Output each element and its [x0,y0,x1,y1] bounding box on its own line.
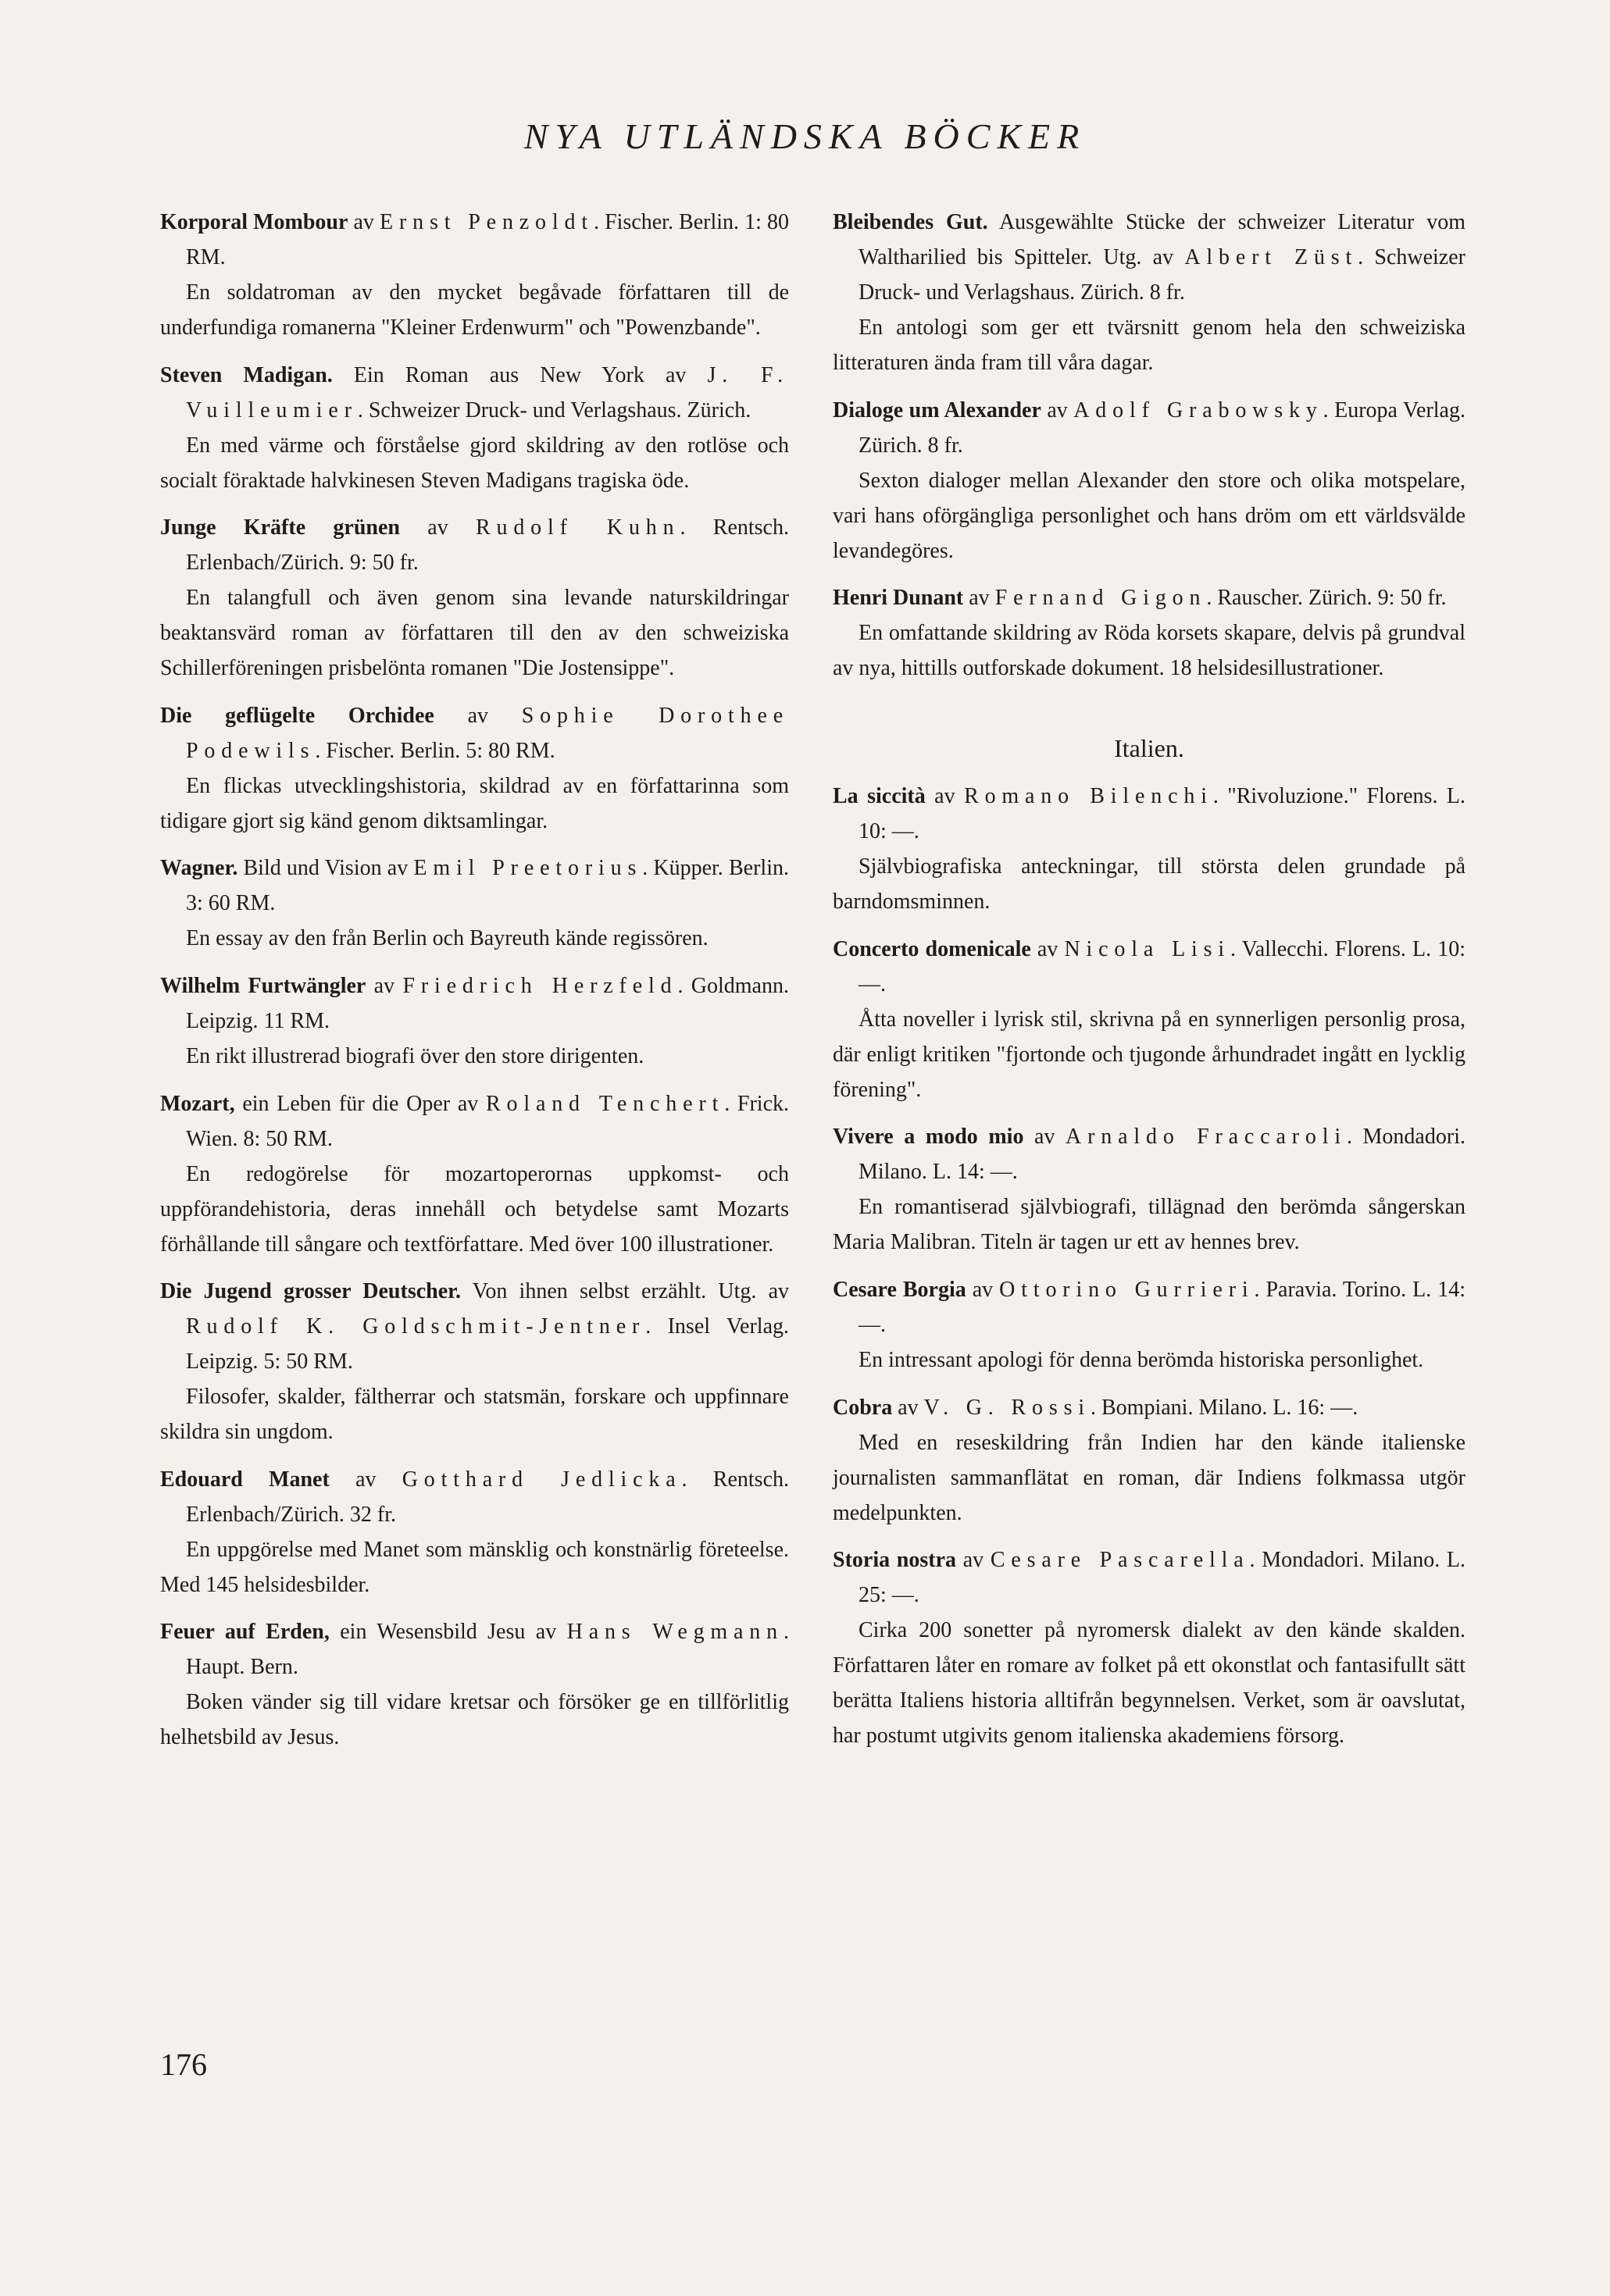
book-author: Roland Tenchert [485,1091,725,1116]
book-title: Dialoge um Alexander [833,398,1041,422]
book-description: Cirka 200 sonetter på nyromersk dialekt av den kände skalden. Författaren låter en romare av folket på ett okonstlat och fantasifullt sätt berätta Italiens historia alltifrån begynnelsen. Verket, som är oavslutat, har postumt utgivits genom italienska akademiens försorg. [833,1618,1465,1749]
book-title: Wilhelm Furtwängler [160,973,366,998]
left-column [160,205,789,1767]
book-description: En omfattande skildring av Röda korsets skapare, delvis på grundval av nya, hittills outforskade dokument. 18 helsidesillustrationer. [833,621,1465,681]
book-title: Feuer auf Erden, [160,1620,330,1645]
book-entry [833,205,1465,380]
book-author: Nicola Lisi [1064,936,1231,961]
book-author: Arnaldo Fraccaroli [1066,1125,1347,1150]
book-citation [160,358,789,428]
book-author: Adolf Grabowsky [1073,398,1323,422]
book-citation [833,205,1465,310]
book-title: Cesare Borgia [833,1277,966,1302]
book-description: En redogörelse för mozartoperornas uppkomst- och uppförandehistoria, deras innehåll och betydelse samt Mozarts förhållande till sångare och textförfattare. Med över 100 illustrationer. [160,1161,789,1257]
book-entry [833,779,1465,919]
publisher-info: . Haupt. Bern. [186,1620,789,1680]
book-author: Hans Wegmann [566,1620,784,1645]
publisher-info: . Europa Verlag. Zürich. 8 fr. [859,398,1465,458]
book-description: Sexton dialoger mellan Alexander den store och olika motspelare, vari hans oförgängliga personlighet och hans dröm om ett världsvälde levandegöres. [833,468,1465,563]
publisher-info: . Rentsch. Erlenbach/Zürich. 9: 50 fr. [186,515,789,576]
publisher-info: . Rauscher. Zürich. 9: 50 fr. [1206,586,1447,611]
book-citation [160,698,789,768]
publisher-info: . Mondadori. Milano. L. 25: —. [859,1548,1466,1608]
book-description: En med värme och förståelse gjord skildring av den rotlöse och socialt föraktade halvkinesen Steven Madigans tragiska öde. [160,433,789,493]
section-heading-italien: Italien. [1114,734,1184,763]
book-entry [833,1272,1465,1378]
citation-text: av [434,703,522,728]
book-author: Albert Züst [1184,245,1358,269]
publisher-info: . Küpper. Berlin. 3: 60 RM. [186,856,789,916]
citation-text: av [1030,936,1065,961]
book-description: En essay av den från Berlin och Bayreuth kände regissören. [186,926,709,951]
book-title: Concerto domenicale [833,936,1031,961]
book-title: Wagner. [160,856,238,881]
book-entry [160,1274,789,1449]
citation-text: av [348,210,380,234]
citation-text: Ausgewählte Stücke der schweizer Literatur vom Waltharilied bis Spitteler. Utg. av [859,210,1465,269]
book-description: Åtta noveller i lyrisk stil, skrivna på en synnerligen personlig prosa, där enligt kritiken "fjortonde och tjugonde århundradet ingått en lycklig förening". [833,1007,1465,1102]
book-title: Die geflügelte Orchidee [160,703,434,728]
book-citation [160,1614,789,1685]
book-author: Ottorino Gurrieri [999,1277,1255,1302]
publisher-info: . Fischer. Berlin. 1: 80 RM. [186,210,789,269]
publisher-info: . Rentsch. Erlenbach/Zürich. 32 fr. [186,1467,789,1527]
publisher-info: . Frick. Wien. 8: 50 RM. [186,1091,789,1151]
book-entry [833,580,1465,686]
book-author: Friedrich Herzfeld [402,973,678,998]
book-citation [833,580,1465,615]
book-description: En soldatroman av den mycket begåvade författaren till de underfundiga romanerna "Kleiner Erdenwurm" och "Powenzbande". [160,280,789,340]
book-citation [833,932,1465,1002]
book-title: Cobra [833,1395,893,1420]
page-number: 176 [160,2047,207,2082]
book-title: Bleibendes Gut. [833,210,988,234]
book-description: En talangfull och även genom sina levande naturskildringar beaktansvärd roman av författaren till den av den schweiziska Schillerföreningen prisbelönta romanen "Die Jostensippe". [160,586,789,681]
publisher-info: . Mondadori. Milano. L. 14: —. [859,1125,1465,1185]
book-description: En intressant apologi för denna berömda historiska personlighet. [859,1347,1424,1372]
book-title: Die Jugend grosser Deutscher. [160,1279,462,1304]
book-author: J. F. Vuilleumier [186,362,789,422]
book-author: Gotthard Jedlicka [402,1467,682,1492]
citation-text: av [399,515,476,540]
citation-text: av [956,1548,991,1573]
book-entry [160,698,789,839]
book-entry [833,393,1465,569]
book-entry [160,358,789,498]
book-citation [833,1119,1465,1189]
book-author: Fernand Gigon [994,586,1207,611]
book-entry [160,510,789,686]
book-title: Steven Madigan. [160,362,333,387]
citation-text: Von ihnen selbst erzählt. Utg. av [461,1279,789,1304]
citation-text: Bild und Vision av [237,856,414,881]
book-citation [833,779,1465,849]
book-author: Cesare Pascarella [990,1548,1250,1573]
book-title: Edouard Manet [160,1467,330,1492]
book-entry [160,968,789,1074]
publisher-info: . "Rivoluzione." Florens. L. 10: —. [859,784,1465,844]
publisher-info: . Insel Verlag. Leipzig. 5: 50 RM. [186,1314,789,1374]
book-title: Junge Kräfte grünen [160,515,400,540]
book-title: Vivere a modo mio [833,1125,1024,1150]
citation-text: av [966,1277,1000,1302]
book-description: Filosofer, skalder, fältherrar och statsmän, forskare och uppfinnare skildra sin ungdom. [160,1385,789,1445]
citation-text: av [1041,398,1074,422]
book-entry [833,1542,1465,1753]
citation-text: av [366,973,403,998]
book-description: Med en reseskildring från Indien har den kände italienske journalisten sammanflätat en roman, där Indiens folkmassa utgör medelpunkten. [833,1430,1465,1525]
book-description: Självbiografiska anteckningar, till största delen grundade på barndomsminnen. [833,854,1465,914]
publisher-info: . Fischer. Berlin. 5: 80 RM. [315,738,555,763]
book-description: En antologi som ger ett tvärsnitt genom hela den schweiziska litteraturen ända fram till våra dagar. [833,316,1465,375]
book-author: Rudolf K. Goldschmit-Jentner [186,1314,646,1339]
book-author: Ernst Penzoldt [380,210,594,234]
book-entry [160,850,789,956]
book-description: En romantiserad självbiografi, tillägnad den berömda sångerskan Maria Malibran. Titeln är tagen ur ett av hennes brev. [833,1195,1465,1255]
book-citation [833,393,1465,463]
right-entry-list-bottom [833,779,1465,1753]
left-entry-list [160,205,789,1755]
book-entry [160,1462,789,1603]
citation-text: av [1023,1125,1066,1150]
book-title: Mozart, [160,1091,235,1116]
book-citation [160,1086,789,1157]
book-description: En rikt illustrerad biografi över den store dirigenten. [186,1043,644,1068]
book-entry [160,205,789,345]
publisher-info: . Goldmann. Leipzig. 11 RM. [186,973,789,1033]
book-entry [833,1390,1465,1531]
citation-text: ein Wesensbild Jesu av [329,1620,567,1645]
book-citation [160,510,789,580]
book-citation [160,968,789,1039]
citation-text: Ein Roman aus New York av [332,362,708,387]
book-title: Storia nostra [833,1548,957,1573]
book-citation [160,1462,789,1532]
book-author: Romano Bilenchi [964,784,1213,809]
book-citation [160,850,789,921]
publisher-info: . Schweizer Druck- und Verlagshaus. Zürich. 8 fr. [859,245,1465,305]
publisher-info: . Vallecchi. Florens. L. 10: —. [859,936,1466,996]
publisher-info: . Bompiani. Milano. L. 16: —. [1091,1395,1358,1420]
book-entry [160,1086,789,1262]
citation-text: av [925,784,965,809]
book-entry [833,932,1465,1107]
book-citation [160,1274,789,1379]
book-author: Sophie Dorothee Podewils [186,703,789,763]
book-description: Boken vänder sig till vidare kretsar och försöker ge en tillförlitlig helhetsbild av Jesus. [160,1690,789,1750]
citation-text: ein Leben für die Oper av [234,1091,486,1116]
book-author: V. G. Rossi [923,1395,1091,1420]
book-title: Korporal Mombour [160,210,348,234]
publisher-info: . Paravia. Torino. L. 14: —. [859,1277,1465,1337]
right-entry-list-top [833,205,1465,686]
book-title: La siccità [833,784,926,809]
book-description: En uppgörelse med Manet som mänsklig och konstnärlig företeelse. Med 145 helsidesbilder. [160,1537,789,1597]
book-citation [833,1272,1465,1342]
right-column [833,205,1465,1766]
book-citation [833,1390,1465,1425]
citation-text: av [329,1467,402,1492]
book-citation [833,1542,1465,1613]
book-entry [833,1119,1465,1260]
citation-text: av [963,586,995,611]
book-description: En flickas utvecklingshistoria, skildrad av en författarinna som tidigare gjort sig känd genom diktsamlingar. [160,773,789,833]
book-entry [160,1614,789,1755]
book-author: Rudolf Kuhn [475,515,680,540]
publisher-info: . Schweizer Druck- und Verlagshaus. Zürich. [357,398,751,422]
citation-text: av [892,1395,924,1420]
book-title: Henri Dunant [833,586,964,611]
page-title: NYA UTLÄNDSKA BÖCKER [523,116,1087,156]
book-author: Emil Preetorius [413,856,643,881]
book-citation [160,205,789,275]
